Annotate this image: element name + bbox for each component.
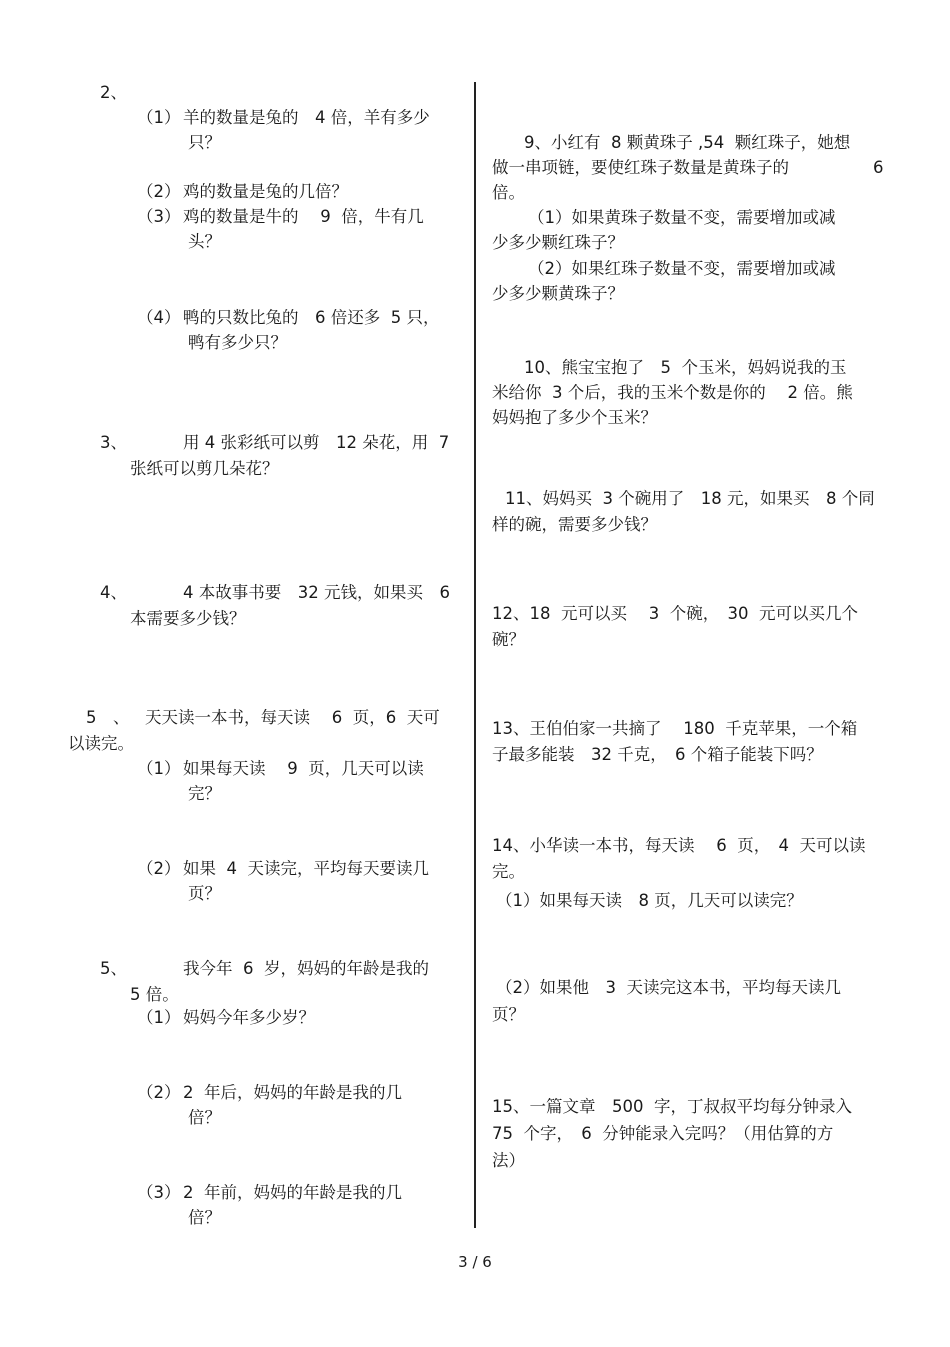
question-text: 5 倍。 — [130, 985, 179, 1004]
subquestion-text: 鸭的只数比兔的 6 倍还多 5 只， — [183, 308, 440, 327]
question-text: 以读完。 — [68, 734, 134, 753]
question-text: 15、一篇文章 500 字，丁叔叔平均每分钟录入 — [492, 1097, 852, 1116]
subquestion-text: 鸭有多少只？ — [188, 333, 287, 352]
subquestion-mark: （3） — [137, 207, 181, 226]
subquestion-text: 羊的数量是兔的 4 倍，羊有多少 — [183, 108, 430, 127]
question-text: 样的碗，需要多少钱？ — [492, 515, 657, 534]
question-text: 天天读一本书，每天读 6 页，6 天可 — [145, 708, 440, 727]
subquestion-mark: （4） — [137, 308, 181, 327]
subquestion-mark: （2） — [137, 1083, 181, 1102]
subquestion-text: 倍？ — [188, 1108, 221, 1127]
subquestion-text: 妈妈今年多少岁？ — [183, 1008, 315, 1027]
subquestion-text: 只？ — [188, 133, 221, 152]
question-text: 10、熊宝宝抱了 5 个玉米，妈妈说我的玉 — [524, 358, 847, 377]
question-number: 4、 — [100, 583, 127, 602]
question-text: 法） — [492, 1151, 525, 1170]
subquestion-text: 如果 4 天读完，平均每天要读几 — [183, 859, 429, 878]
question-text: 米给你 3 个后，我的玉米个数是你的 2 倍。熊 — [492, 383, 853, 402]
question-text: 做一串项链，要使红珠子数量是黄珠子的 — [492, 158, 789, 177]
subquestion-mark: （1） — [137, 1008, 181, 1027]
question-text: 13、王伯伯家一共摘了 180 千克苹果，一个箱 — [492, 719, 858, 738]
question-text: 用 4 张彩纸可以剪 12 朵花，用 7 — [183, 433, 450, 452]
question-text: 张纸可以剪几朵花？ — [130, 459, 279, 478]
question-text: 倍。 — [492, 183, 525, 202]
question-text: 妈妈抱了多少个玉米？ — [492, 408, 657, 427]
subquestion-text: （2）如果他 3 天读完这本书，平均每天读几 — [496, 978, 841, 997]
question-text: 75 个字， 6 分钟能录入完吗？（用估算的方 — [492, 1124, 834, 1143]
subquestion-mark: （2） — [137, 859, 181, 878]
subquestion-text: （1）如果每天读 8 页，几天可以读完？ — [496, 891, 803, 910]
subquestion-text: （1）如果黄珠子数量不变，需要增加或减 — [528, 208, 836, 227]
question-text: 6 — [873, 158, 884, 177]
question-text: 碗？ — [492, 630, 525, 649]
question-number: 5 、 — [86, 708, 130, 727]
question-number: 3、 — [100, 433, 127, 452]
subquestion-text: 鸡的数量是兔的几倍？ — [183, 182, 348, 201]
subquestion-mark: （2） — [137, 182, 181, 201]
question-text: 完。 — [492, 862, 525, 881]
subquestion-text: 如果每天读 9 页，几天可以读 — [183, 759, 424, 778]
column-divider — [474, 82, 476, 1228]
subquestion-text: 少多少颗红珠子？ — [492, 233, 624, 252]
subquestion-text: 头？ — [188, 232, 221, 251]
subquestion-text: 2 年前，妈妈的年龄是我的几 — [183, 1183, 402, 1202]
question-text: 本需要多少钱？ — [130, 609, 246, 628]
subquestion-text: 倍？ — [188, 1208, 221, 1227]
page-number: 3 / 6 — [458, 1253, 492, 1271]
subquestion-text: 页？ — [188, 884, 221, 903]
question-text: 子最多能装 32 千克， 6 个箱子能装下吗？ — [492, 745, 823, 764]
subquestion-mark: （3） — [137, 1183, 181, 1202]
question-text: 9、小红有 8 颗黄珠子 ,54 颗红珠子，她想 — [524, 133, 851, 152]
subquestion-mark: （1） — [137, 759, 181, 778]
question-text: 11、妈妈买 3 个碗用了 18 元，如果买 8 个同 — [505, 489, 875, 508]
subquestion-text: 2 年后，妈妈的年龄是我的几 — [183, 1083, 402, 1102]
question-number: 5、 — [100, 959, 127, 978]
subquestion-mark: （1） — [137, 108, 181, 127]
question-number: 2、 — [100, 83, 127, 102]
subquestion-text: 鸡的数量是牛的 9 倍，牛有几 — [183, 207, 424, 226]
subquestion-text: 少多少颗黄珠子？ — [492, 284, 624, 303]
subquestion-text: 页？ — [492, 1005, 525, 1024]
subquestion-text: （2）如果红珠子数量不变，需要增加或减 — [528, 259, 836, 278]
question-text: 我今年 6 岁，妈妈的年龄是我的 — [183, 959, 429, 978]
subquestion-text: 完？ — [188, 784, 221, 803]
question-text: 12、18 元可以买 3 个碗， 30 元可以买几个 — [492, 604, 858, 623]
question-text: 14、小华读一本书，每天读 6 页， 4 天可以读 — [492, 836, 866, 855]
question-text: 4 本故事书要 32 元钱，如果买 6 — [183, 583, 450, 602]
